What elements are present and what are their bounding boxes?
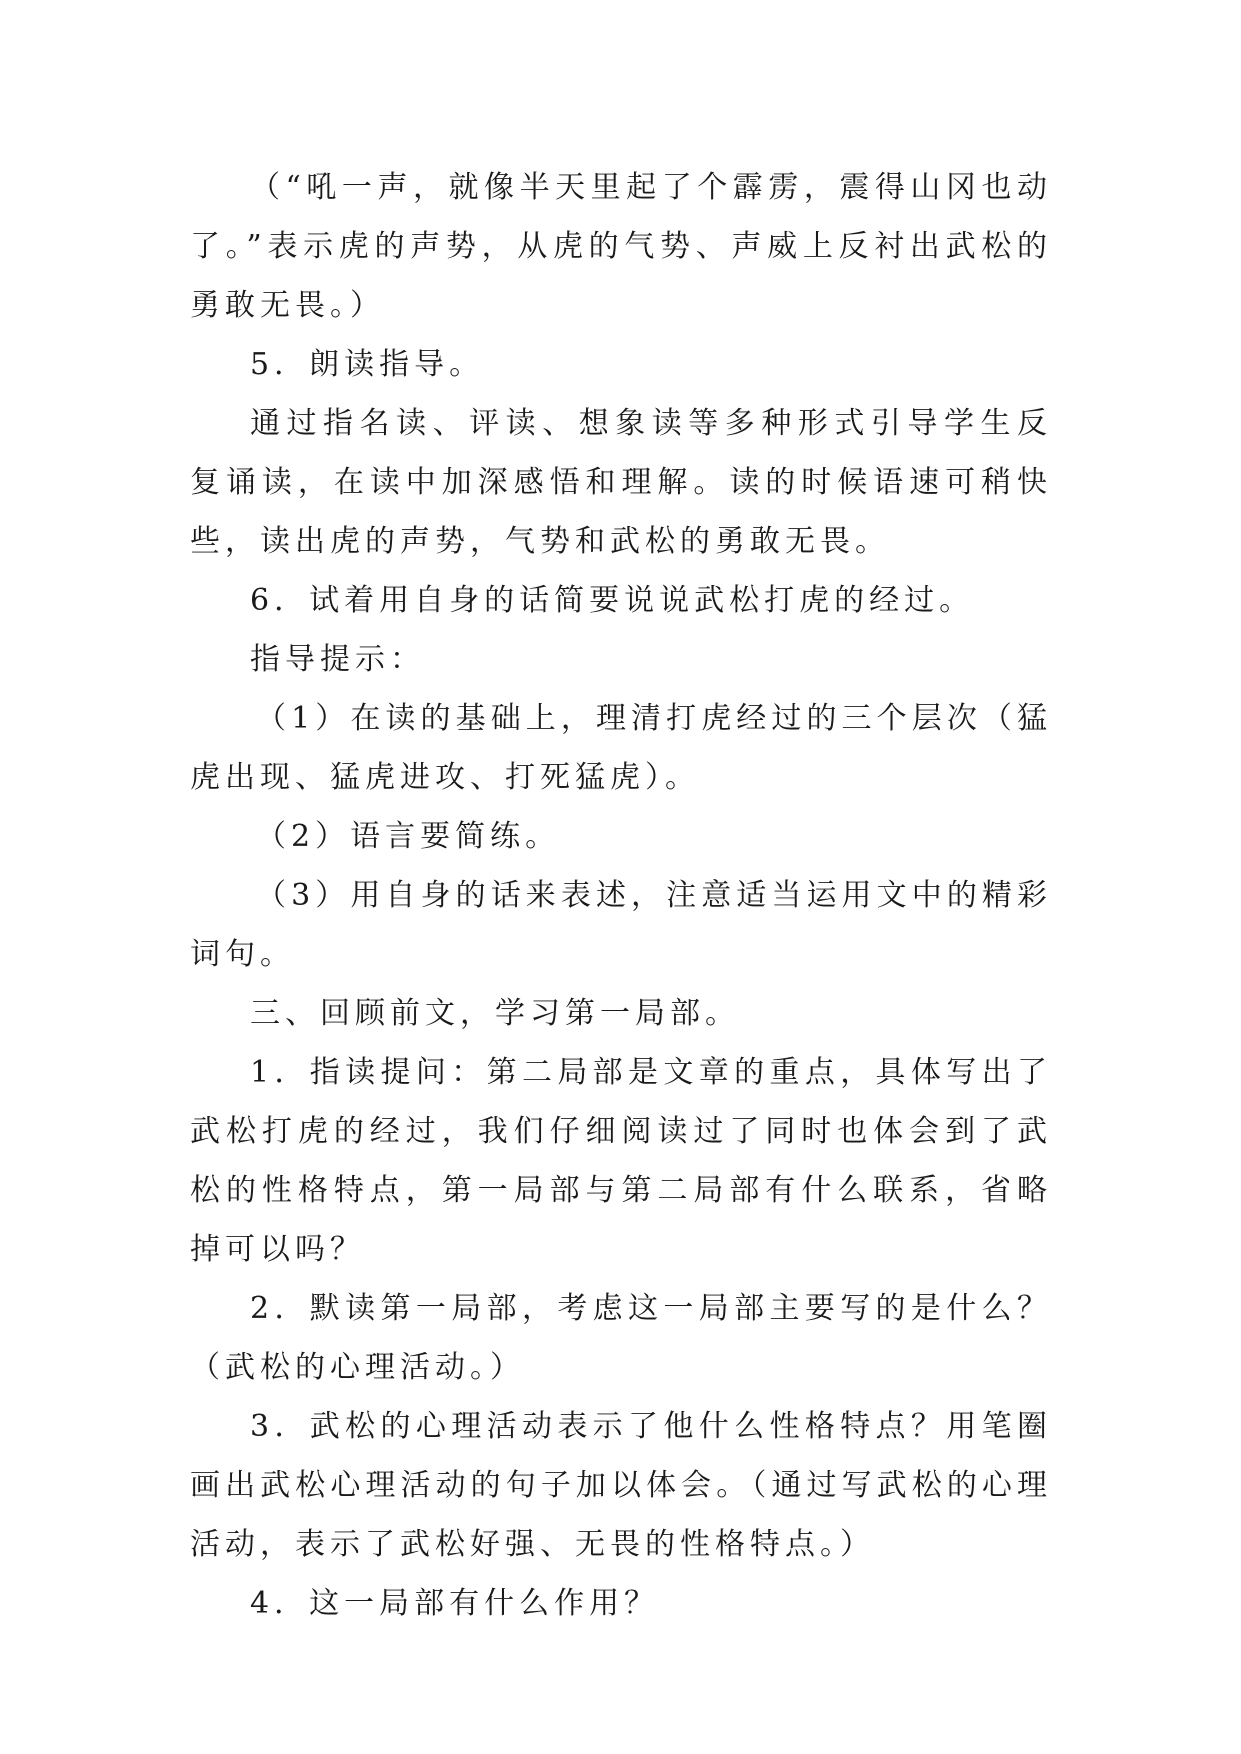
paragraph-question-1: 1．指读提问：第二局部是文章的重点，具体写出了武松打虎的经过，我们仔细阅读过了同时也体会到了武松的性格特点，第一局部与第二局部有什么联系，省略掉可以吗？ (190, 1055, 1052, 1267)
document-body (190, 158, 1052, 1633)
paragraph-guidance-item-2: （2）语言要简练。 (256, 819, 561, 854)
paragraph-question-4: 4．这一局部有什么作用？ (250, 1586, 660, 1621)
paragraph-guidance-label: 指导提示： (250, 642, 425, 677)
paragraph-retell-task: 6．试着用自身的话简要说说武松打虎的经过。 (250, 583, 975, 618)
paragraph-guidance-item-3: （3）用自身的话来表述，注意适当运用文中的精彩词句。 (190, 878, 1052, 972)
paragraph-reading-guide-heading: 5．朗读指导。 (250, 347, 485, 382)
paragraph-reading-guide-body: 通过指名读、评读、想象读等多种形式引导学生反复诵读，在读中加深感悟和理解。读的时候语速可稍快些，读出虎的声势，气势和武松的勇敢无畏。 (190, 406, 1052, 559)
paragraph-section-three-heading: 三、回顾前文，学习第一局部。 (250, 996, 740, 1031)
paragraph-question-3: 3．武松的心理活动表示了他什么性格特点？用笔圈画出武松心理活动的句子加以体会。（通过写武松的心理活动，表示了武松好强、无畏的性格特点。） (190, 1409, 1052, 1562)
paragraph-quote-explanation: （“吼一声，就像半天里起了个霹雳，震得山冈也动了。”表示虎的声势，从虎的气势、声威上反衬出武松的勇敢无畏。） (190, 170, 1052, 323)
paragraph-question-2: 2．默读第一局部，考虑这一局部主要写的是什么？（武松的心理活动。） (190, 1291, 1052, 1385)
paragraph-guidance-item-1: （1）在读的基础上，理清打虎经过的三个层次（猛虎出现、猛虎进攻、打死猛虎）。 (190, 701, 1052, 795)
